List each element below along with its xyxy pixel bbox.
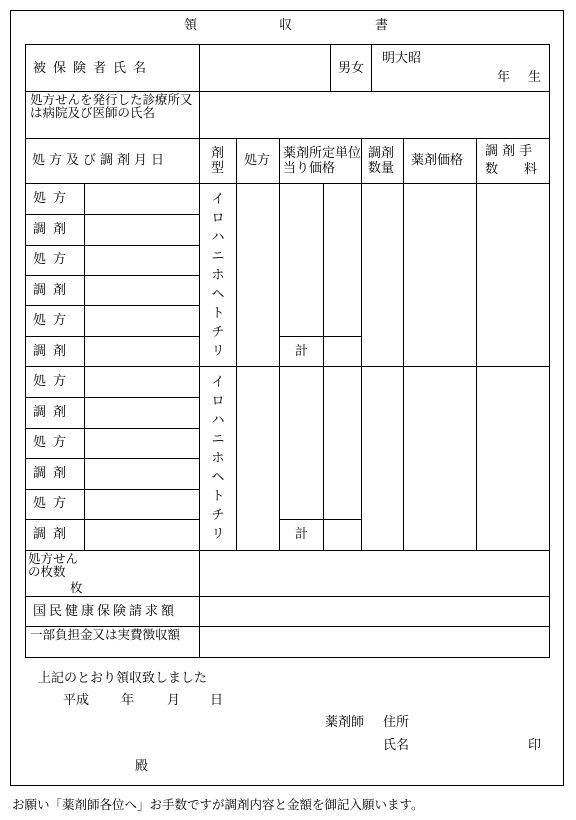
form-kana-column: イロハニホヘトチリ xyxy=(211,375,225,542)
clinic-doctor-label: 処方せんを発行した診療所又は病院及び医師の氏名 xyxy=(30,92,193,120)
form-kana-column: イロハニホヘトチリ xyxy=(211,192,225,359)
receipt-table xyxy=(25,44,550,658)
total-label: 計 xyxy=(295,344,309,359)
title-char-3: 書 xyxy=(375,18,389,33)
pharmacist-label: 薬剤師 xyxy=(325,715,365,730)
header-unit-price: 薬剤所定単位当り価格 xyxy=(283,146,362,176)
row-label: 調剤 xyxy=(33,405,74,420)
header-form: 剤型 xyxy=(211,146,225,176)
sheets-label: 処方せんの枚数 xyxy=(28,551,79,579)
era-label: 明大昭 xyxy=(382,51,422,66)
row-label: 調剤 xyxy=(33,283,74,298)
date-era: 平成 xyxy=(63,693,90,708)
title-char-1: 領 xyxy=(184,18,198,33)
header-date: 処方及び調剤月日 xyxy=(32,153,169,168)
name-label: 氏名 xyxy=(383,738,410,753)
title-char-2: 収 xyxy=(279,18,293,33)
date-month: 月 xyxy=(167,693,181,708)
sex-label: 男女 xyxy=(338,61,365,76)
header-prescription: 処方 xyxy=(244,153,271,168)
copay-label: 一部負担金又は実費徴収額 xyxy=(30,627,181,642)
footer-note: お願い「薬剤師各位へ」お手数ですが調剤内容と金額を御記入願います。 xyxy=(12,797,424,812)
birth-year-suffix: 年 xyxy=(497,70,511,85)
insured-name-label: 被保険者氏名 xyxy=(33,61,154,76)
header-fee-line2: 数 料 xyxy=(485,162,538,177)
address-label: 住所 xyxy=(383,715,410,730)
sheets-unit: 枚 xyxy=(70,580,83,595)
row-label: 調剤 xyxy=(33,527,74,542)
row-label: 調剤 xyxy=(33,344,74,359)
header-fee-line1: 調 剤 手 xyxy=(485,144,533,159)
row-label: 処方 xyxy=(33,374,74,389)
honorific: 殿 xyxy=(135,759,149,774)
row-label: 調剤 xyxy=(33,222,74,237)
row-label: 処方 xyxy=(33,435,74,450)
header-quantity: 調剤数量 xyxy=(368,146,395,176)
row-label: 処方 xyxy=(33,313,74,328)
date-year: 年 xyxy=(121,693,135,708)
row-label: 処方 xyxy=(33,496,74,511)
total-label: 計 xyxy=(295,527,309,542)
date-day: 日 xyxy=(210,693,224,708)
birth-born-suffix: 生 xyxy=(528,70,542,85)
header-drug-price: 薬剤価格 xyxy=(411,153,464,168)
receipt-statement: 上記のとおり領収致しました xyxy=(38,671,208,686)
seal-label: 印 xyxy=(528,738,542,753)
row-label: 調剤 xyxy=(33,466,74,481)
nhi-claim-label: 国民健康保険請求額 xyxy=(33,604,178,619)
row-label: 処方 xyxy=(33,252,74,267)
row-label: 処方 xyxy=(33,191,74,206)
